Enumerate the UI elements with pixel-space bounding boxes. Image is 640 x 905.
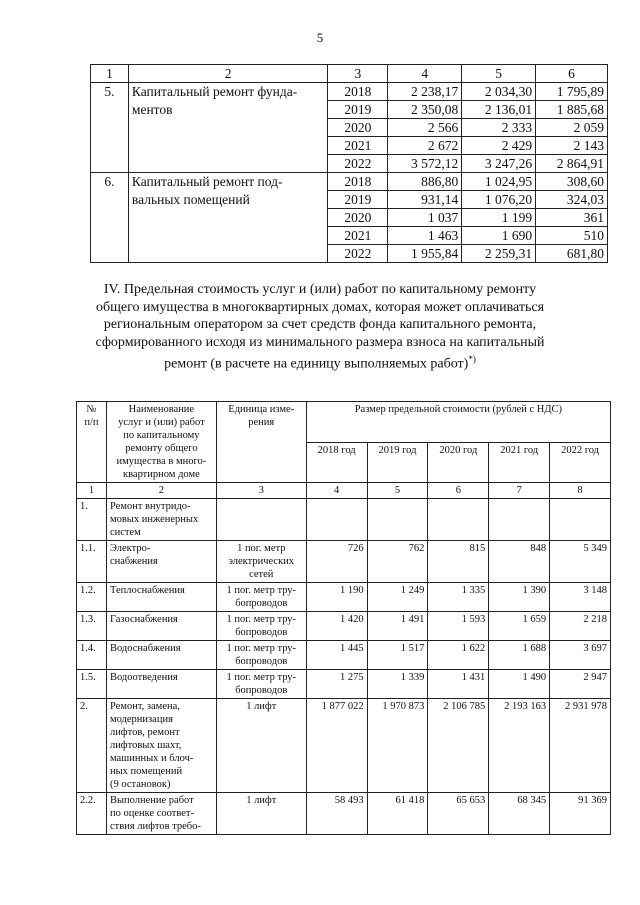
- header-cell: 6: [536, 65, 608, 83]
- item-number: 6.: [91, 173, 129, 263]
- value-cell: 91 369: [550, 793, 611, 835]
- value-cell: 1 463: [388, 227, 462, 245]
- value-cell: 65 653: [428, 793, 489, 835]
- header-cell: 4: [388, 65, 462, 83]
- item-number: 1.3.: [77, 612, 107, 641]
- value-cell: 848: [489, 541, 550, 583]
- value-cell: 1 877 022: [306, 699, 367, 793]
- value-cell: 2 931 978: [550, 699, 611, 793]
- value-cell: 5 349: [550, 541, 611, 583]
- value-cell: 2 193 163: [489, 699, 550, 793]
- item-unit: 1 пог. метр тру- бопроводов: [216, 641, 306, 670]
- table-row: [77, 793, 611, 835]
- value-cell: [367, 499, 428, 541]
- value-cell: 2 143: [536, 137, 608, 155]
- table-row: [91, 83, 608, 101]
- value-cell: 68 345: [489, 793, 550, 835]
- year-cell: 2019: [328, 101, 388, 119]
- value-cell: 3 247,26: [462, 155, 536, 173]
- value-cell: 762: [367, 541, 428, 583]
- item-unit: 1 лифт: [216, 793, 306, 835]
- table-row: [77, 499, 611, 541]
- table-row: [91, 173, 608, 191]
- value-cell: 1 199: [462, 209, 536, 227]
- value-cell: 58 493: [306, 793, 367, 835]
- table-row: [77, 583, 611, 612]
- year-cell: 2022: [328, 245, 388, 263]
- year-cell: 2022: [328, 155, 388, 173]
- column-index-cell: 3: [216, 483, 306, 499]
- value-cell: 1 249: [367, 583, 428, 612]
- value-cell: 2 259,31: [462, 245, 536, 263]
- value-cell: 3 572,12: [388, 155, 462, 173]
- value-cell: 1 795,89: [536, 83, 608, 101]
- footnote-mark: *): [468, 354, 476, 364]
- header-cell: 5: [462, 65, 536, 83]
- max-cost-table: [76, 401, 611, 835]
- value-cell: 1 390: [489, 583, 550, 612]
- value-cell: 1 955,84: [388, 245, 462, 263]
- header-year: 2021 год: [489, 442, 550, 483]
- section-heading-line: общего имущества в многоквартирных домах, которая может оплачиваться: [95, 299, 545, 315]
- value-cell: 1 024,95: [462, 173, 536, 191]
- value-cell: 2 218: [550, 612, 611, 641]
- column-index-cell: 6: [428, 483, 489, 499]
- cost-table-continued: [90, 64, 608, 263]
- year-cell: 2020: [328, 119, 388, 137]
- value-cell: 2 429: [462, 137, 536, 155]
- item-number: 2.: [77, 699, 107, 793]
- item-number: 2.2.: [77, 793, 107, 835]
- value-cell: 1 335: [428, 583, 489, 612]
- section-heading-line: региональным оператором за счет средств фонда капитального ремонта,: [103, 317, 537, 332]
- value-cell: 1 690: [462, 227, 536, 245]
- column-index-cell: 1: [77, 483, 107, 499]
- value-cell: 681,80: [536, 245, 608, 263]
- value-cell: 1 445: [306, 641, 367, 670]
- value-cell: [489, 499, 550, 541]
- value-cell: 1 431: [428, 670, 489, 699]
- value-cell: 2 333: [462, 119, 536, 137]
- header-num: № п/п: [77, 402, 107, 483]
- section-heading-line: сформированного исходя из минимального размера взноса на капитальный: [95, 334, 545, 350]
- header-year: 2022 год: [550, 442, 611, 483]
- item-name: Электро- снабжения: [106, 541, 216, 583]
- value-cell: 886,80: [388, 173, 462, 191]
- value-cell: 2 238,17: [388, 83, 462, 101]
- value-cell: 1 593: [428, 612, 489, 641]
- value-cell: 308,60: [536, 173, 608, 191]
- item-name: Капитальный ремонт фунда- ментов: [128, 83, 328, 173]
- item-number: 1.1.: [77, 541, 107, 583]
- item-number: 5.: [91, 83, 129, 173]
- value-cell: [428, 499, 489, 541]
- item-number: 1.: [77, 499, 107, 541]
- table-row: [77, 641, 611, 670]
- value-cell: 3 148: [550, 583, 611, 612]
- table-header-row: [77, 402, 611, 443]
- item-name: Газоснабжения: [106, 612, 216, 641]
- value-cell: 1 659: [489, 612, 550, 641]
- value-cell: 1 420: [306, 612, 367, 641]
- item-unit: 1 пог. метр электрических сетей: [216, 541, 306, 583]
- value-cell: 1 688: [489, 641, 550, 670]
- item-unit: 1 пог. метр тру- бопроводов: [216, 670, 306, 699]
- header-cell: 3: [328, 65, 388, 83]
- header-year: 2020 год: [428, 442, 489, 483]
- value-cell: 2 034,30: [462, 83, 536, 101]
- header-cell: 1: [91, 65, 129, 83]
- column-index-row: [77, 483, 611, 499]
- table-row: [77, 541, 611, 583]
- column-index-cell: 8: [550, 483, 611, 499]
- table-row: [77, 612, 611, 641]
- value-cell: 3 697: [550, 641, 611, 670]
- item-name: Водоснабжения: [106, 641, 216, 670]
- item-number: 1.5.: [77, 670, 107, 699]
- item-name: Ремонт, замена, модернизация лифтов, ремонт лифтовых шахт, машинных и блоч- ных помещений (9 остановок): [106, 699, 216, 793]
- value-cell: 931,14: [388, 191, 462, 209]
- column-index-cell: 4: [306, 483, 367, 499]
- item-unit: [216, 499, 306, 541]
- table-row: [77, 670, 611, 699]
- year-cell: 2021: [328, 227, 388, 245]
- item-name: Выполнение работ по оценке соответ- ствия лифтов требо-: [106, 793, 216, 835]
- value-cell: 1 076,20: [462, 191, 536, 209]
- value-cell: 1 970 873: [367, 699, 428, 793]
- value-cell: 510: [536, 227, 608, 245]
- item-name: Теплоснабжения: [106, 583, 216, 612]
- column-index-cell: 2: [106, 483, 216, 499]
- value-cell: 2 566: [388, 119, 462, 137]
- value-cell: [550, 499, 611, 541]
- year-cell: 2018: [328, 173, 388, 191]
- year-cell: 2019: [328, 191, 388, 209]
- section-heading-line: IV. Предельная стоимость услуг и (или) работ по капитальному ремонту: [103, 282, 537, 297]
- value-cell: [306, 499, 367, 541]
- value-cell: 1 490: [489, 670, 550, 699]
- value-cell: 2 672: [388, 137, 462, 155]
- value-cell: 1 339: [367, 670, 428, 699]
- value-cell: 1 622: [428, 641, 489, 670]
- item-unit: 1 пог. метр тру- бопроводов: [216, 583, 306, 612]
- value-cell: 2 947: [550, 670, 611, 699]
- header-unit: Единица изме- рения: [216, 402, 306, 483]
- item-unit: 1 пог. метр тру- бопроводов: [216, 612, 306, 641]
- column-index-cell: 5: [367, 483, 428, 499]
- item-unit: 1 лифт: [216, 699, 306, 793]
- header-price-group: Размер предельной стоимости (рублей с НДС): [306, 402, 610, 443]
- value-cell: 2 864,91: [536, 155, 608, 173]
- page-number: 5: [316, 30, 324, 45]
- value-cell: 324,03: [536, 191, 608, 209]
- item-number: 1.2.: [77, 583, 107, 612]
- header-year: 2018 год: [306, 442, 367, 483]
- table-row: [77, 699, 611, 793]
- value-cell: 2 059: [536, 119, 608, 137]
- value-cell: 1 491: [367, 612, 428, 641]
- value-cell: 2 350,08: [388, 101, 462, 119]
- section-heading-line: ремонт (в расчете на единицу выполняемых работ): [164, 356, 469, 372]
- value-cell: 1 517: [367, 641, 428, 670]
- value-cell: 2 106 785: [428, 699, 489, 793]
- value-cell: 726: [306, 541, 367, 583]
- value-cell: 1 190: [306, 583, 367, 612]
- section-heading: [60, 281, 580, 373]
- value-cell: 815: [428, 541, 489, 583]
- value-cell: 1 275: [306, 670, 367, 699]
- value-cell: 2 136,01: [462, 101, 536, 119]
- value-cell: 1 037: [388, 209, 462, 227]
- item-name: Капитальный ремонт под- вальных помещений: [128, 173, 328, 263]
- year-cell: 2021: [328, 137, 388, 155]
- header-year: 2019 год: [367, 442, 428, 483]
- value-cell: 361: [536, 209, 608, 227]
- year-cell: 2018: [328, 83, 388, 101]
- year-cell: 2020: [328, 209, 388, 227]
- value-cell: 61 418: [367, 793, 428, 835]
- column-index-cell: 7: [489, 483, 550, 499]
- item-number: 1.4.: [77, 641, 107, 670]
- header-name: Наименование услуг и (или) работ по капитальному ремонту общего имущества в много- квартирном доме: [106, 402, 216, 483]
- item-name: Ремонт внутридо- мовых инженерных систем: [106, 499, 216, 541]
- value-cell: 1 885,68: [536, 101, 608, 119]
- table-header-row: [91, 65, 608, 83]
- item-name: Водоотведения: [106, 670, 216, 699]
- header-cell: 2: [128, 65, 328, 83]
